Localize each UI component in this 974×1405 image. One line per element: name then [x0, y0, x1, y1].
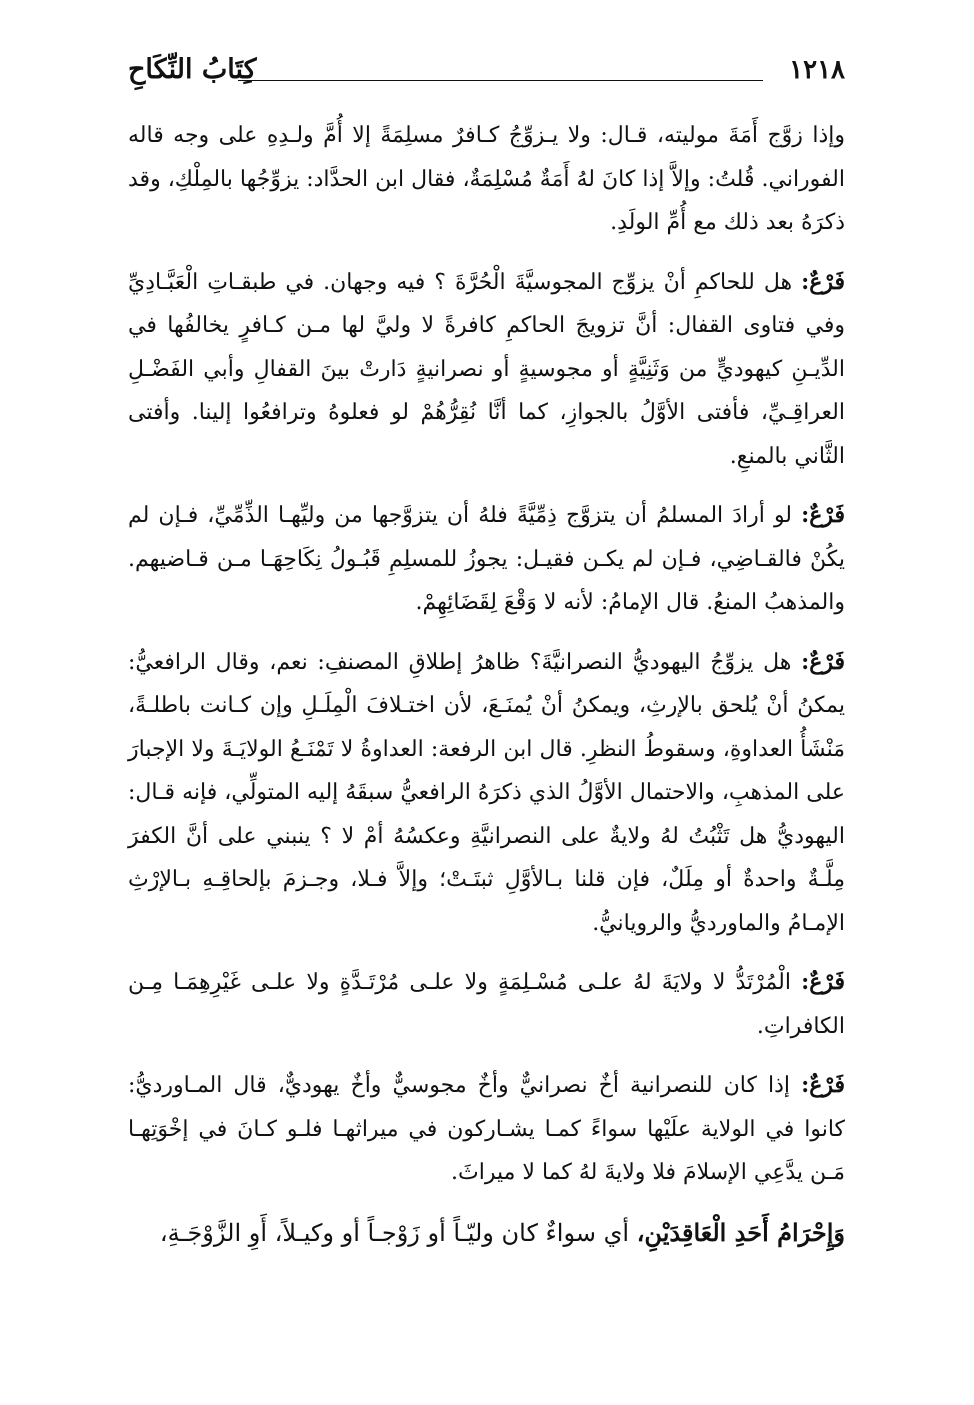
paragraph-text: هل يزوِّجُ اليهوديُّ النصرانيَّةَ؟ ظاهرُ إطلاقِ المصنفِ: نعم، وقال الرافعيُّ: يمكنُ أنْ يُلحق بالإرثِ، ويمكنُ أنْ يُمنَـعَ، لأن اختـلافَ الْمِلَـلِ وإن كـانت باطلـةً، مَنْشَأُ العداوةِ، وسقوطُ النظرِ. قال ابن الرفعة: العداوةُ لا تَمْنَـعُ الولايَـةَ ولا الإجبارَ على المذهبِ، والاحتمال الأوَّلُ الذي ذكرَهُ الرافعيُّ سبقَهُ إليه المتولِّي، فإنه قـال: اليهوديُّ هل تَثْبُتُ لهُ ولايةٌ على النصرانيَّةِ وعكسُهُ أمْ لا ؟ ينبني على أنَّ الكفرَ مِلَّـةٌ واحدةٌ أو مِلَلٌ، فإن قلنا بـالأوَّلِ ثبتَـتْ؛ وإلاَّ فـلا، وجـزمَ بإلحاقِـهِ بـالإرْثِ الإمـامُ والماورديُّ والرويانيُّ. — [128, 649, 845, 936]
paragraph-text: وإذا زوَّج أَمَةَ موليته، قـال: ولا يـزوِّجُ كـافرٌ مسلِمَةً إلا أُمَّ ولـدِهِ على وجه قاله الفوراني. قُلتُ: وإلاَّ إذا كانَ لهُ أَمَةٌ مُسْلِمَةٌ، فقال ابن الحدَّاد: يزوِّجُها بالمِلْكِ، وقد ذكرَهُ بعد ذلك مع أُمِّ الولَدِ. — [128, 123, 845, 235]
matn-text: وَإِحْرَامُ أَحَدِ الْعَاقِدَيْنِ، — [636, 1217, 845, 1247]
paragraph-lead: فَرْعٌ: — [801, 502, 845, 528]
running-title: كِتَابُ النِّكَاحِ — [128, 54, 257, 85]
paragraph-text: إذا كان للنصرانية أخٌ نصرانيٌّ وأخٌ مجوسيٌّ وأخٌ يهوديٌّ، قال المـاورديُّ: كانوا في الولاية علَيْها سواءً كمـا يشـاركون في ميراثهـا فلـو كـانَ في إخْوَتِهـا مَـن يدَّعِي الإسلامَ فلا ولايةَ لهُ كما لا ميراثَ. — [128, 1073, 845, 1185]
paragraph-6 — [128, 1064, 845, 1195]
paragraph-lead: فَرْعٌ: — [801, 969, 845, 995]
sharh-text: أي سواءٌ كان وليّـاً أو زَوْجـاً أو وكيـلاً، أَوِ الزَّوْجَـةِ، — [159, 1218, 630, 1247]
header-rule — [238, 80, 763, 81]
paragraph-3 — [128, 494, 845, 625]
paragraph-text: الْمُرْتَدُّ لا ولايَةَ لهُ علـى مُسْـلِمَةٍ ولا علـى مُرْتَـدَّةٍ ولا علـى غَيْرِهِمَـا مِـن الكافراتِ. — [128, 970, 845, 1039]
paragraph-text: لو أرادَ المسلمُ أن يتزوَّج ذِمِّيَّةً فلهُ أن يتزوَّجها من وليِّهـا الذِّمِّيِّ، فـإن لم يكُنْ فالقـاضِي، فـإن لم يكـن فقيـل: يجوزُ للمسلِمِ قَبُـولُ نِكَاحِهَـا مـن قـاضيهم. والمذهبُ المنعُ. قال الإمامُ: لأنه لا وَقْعَ لِقَضَائِهِمْ. — [128, 503, 845, 615]
paragraph-1 — [128, 114, 845, 245]
paragraph-5 — [128, 961, 845, 1048]
paragraph-lead: فَرْعٌ: — [801, 648, 845, 675]
page-header — [128, 46, 845, 96]
paragraph-4 — [128, 641, 845, 946]
paragraph-2 — [128, 261, 845, 479]
page-number: ١٢١٨ — [789, 55, 845, 85]
page-body — [128, 114, 845, 1271]
paragraph-matn — [128, 1211, 845, 1256]
paragraph-lead: فَرْعٌ: — [801, 268, 845, 295]
paragraph-text: هل للحاكمِ أنْ يزوِّج المجوسيَّةَ الْحُرَّةَ ؟ فيه وجهان. في طبقـاتِ الْعَبَّـادِيِّ وفي فتاوى القفال: أنَّ تزويجَ الحاكمِ كافرةً لا وليَّ لها مـن كـافرٍ يخالفُها في الدِّيـنِ كيهوديٍّ من وَثَنِيَّةٍ أو مجوسيةٍ أو نصرانيةٍ دَارتْ بينَ القفالِ وأبي الفَضْـلِ العراقِـيِّ، فأفتى الأوَّلُ بالجوازِ، كما أنَّا نُقِرُّهُمْ لو فعلوهُ وترافعُوا إلينا. وأفتى الثَّاني بالمنعِ. — [128, 269, 845, 469]
paragraph-lead: فَرْعٌ: — [801, 1072, 846, 1098]
